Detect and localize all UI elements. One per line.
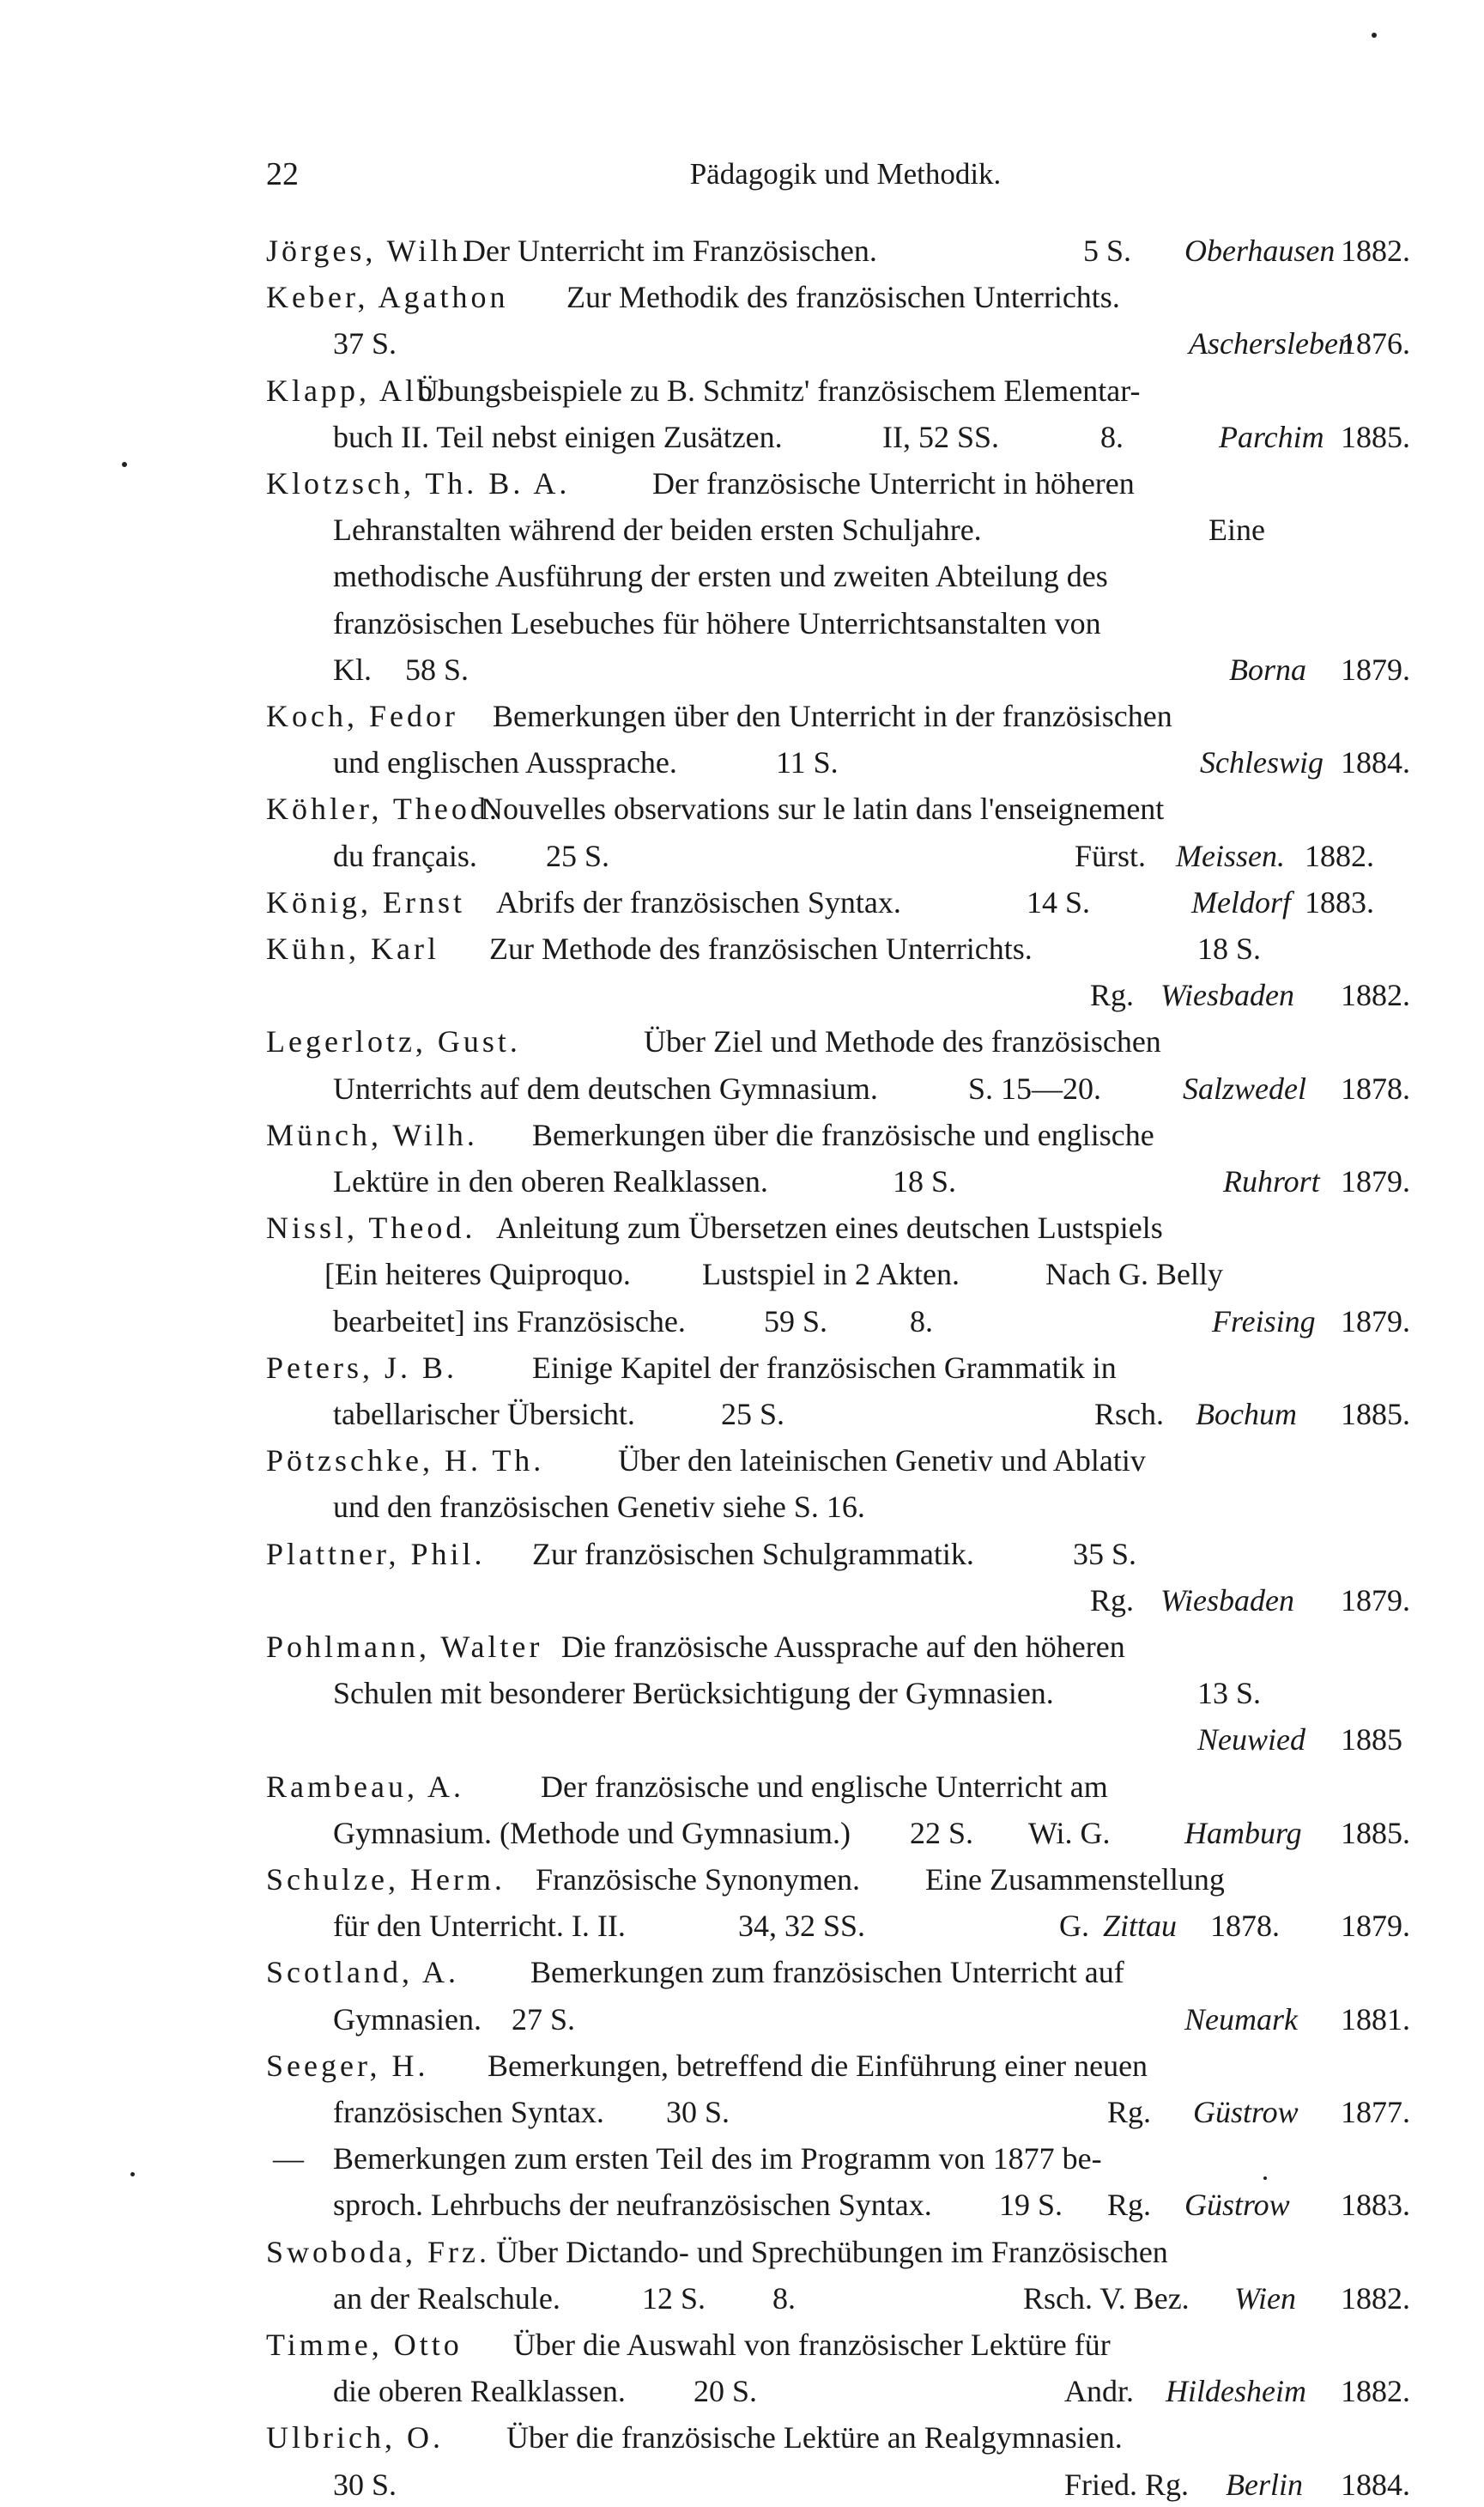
publication-place: Ruhrort	[1223, 1164, 1320, 1199]
entry-text: 1876.	[1341, 326, 1410, 361]
entry-text: 1882.	[1341, 2280, 1410, 2316]
author-name: Seeger, H.	[266, 2048, 429, 2083]
entry-text: 1879.	[1341, 1164, 1410, 1199]
entry-text: Bemerkungen zum französischen Unterricht auf	[530, 1955, 1124, 1990]
publication-place: Wiesbaden	[1160, 978, 1294, 1013]
entry-text: für den Unterricht. I. II.	[333, 1909, 626, 1944]
publication-place: Hildesheim	[1166, 2374, 1306, 2409]
entry-text: 8.	[1100, 419, 1124, 454]
entry-text: 35 S.	[1073, 1536, 1137, 1571]
publication-place: Aschersleben	[1189, 326, 1354, 361]
entry-text: 1878.	[1341, 1071, 1410, 1106]
author-name: Rambeau, A.	[266, 1769, 464, 1804]
entry-text: Gymnasium. (Methode und Gymnasium.)	[333, 1815, 851, 1850]
entry-text: französischen Syntax.	[333, 2095, 604, 2129]
entry-text: Über die französische Lektüre an Realgymnasien.	[506, 2420, 1123, 2455]
entry-text: Wi. G.	[1028, 1815, 1111, 1850]
entry-text: 1879.	[1341, 652, 1410, 687]
publication-place: Borna	[1229, 652, 1306, 687]
entry-text: Übungsbeispiele zu B. Schmitz' französischem Elementar-	[416, 373, 1141, 408]
entry-text: 1885.	[1341, 1397, 1410, 1431]
author-name: Kühn, Karl	[266, 932, 439, 966]
entry-text: 58 S.	[405, 652, 469, 687]
publication-place: Wiesbaden	[1160, 1582, 1294, 1618]
entry-text: Rsch. V. Bez.	[1023, 2280, 1190, 2316]
entry-text: 1878.	[1210, 1909, 1280, 1944]
entry-text: Lehranstalten während der beiden ersten Schuljahre.	[333, 513, 982, 548]
entry-text: 22 S.	[910, 1815, 974, 1850]
entry-text: 1884.	[1341, 745, 1410, 780]
entry-text: 30 S.	[666, 2095, 730, 2129]
entry-text: Über Ziel und Methode des französischen	[644, 1024, 1161, 1059]
publication-place: Oberhausen	[1184, 234, 1336, 268]
entry-text: 8.	[772, 2280, 796, 2316]
entry-text: Einige Kapitel der französischen Grammatik in	[532, 1350, 1117, 1385]
publication-place: Parchim	[1219, 419, 1324, 454]
entry-text: Der französische und englische Unterricht am	[541, 1769, 1108, 1804]
entry-text: 8.	[910, 1303, 933, 1338]
entry-text: 1884.	[1341, 2467, 1410, 2502]
publication-place: Wien	[1234, 2280, 1296, 2316]
author-name: Schulze, Herm.	[266, 1862, 506, 1897]
entry-text: Rg.	[1090, 978, 1135, 1013]
entry-text: Kl.	[333, 652, 372, 687]
entry-text: du français.	[333, 838, 477, 873]
entry-text: Schulen mit besonderer Berücksichtigung der Gymnasien.	[333, 1676, 1054, 1711]
entry-text: Bemerkungen zum ersten Teil des im Programm von 1877 be-	[333, 2141, 1102, 2176]
entry-text: Lustspiel in 2 Akten.	[702, 1257, 960, 1292]
publication-place: Freising	[1212, 1303, 1316, 1338]
paper-speck	[130, 2172, 135, 2176]
entry-text: bearbeitet] ins Französische.	[333, 1303, 686, 1338]
entry-text: 25 S.	[721, 1397, 785, 1431]
entry-text: 19 S.	[999, 2188, 1063, 2223]
entry-text: 20 S.	[694, 2374, 758, 2409]
publication-place: Berlin	[1226, 2467, 1303, 2502]
author-name: Keber, Agathon	[266, 280, 509, 315]
author-name: Koch, Fedor	[266, 699, 458, 733]
entry-text: 13 S.	[1197, 1676, 1262, 1711]
entry-text: Der Unterricht im Französischen.	[463, 234, 877, 268]
entry-text: und englischen Aussprache.	[333, 745, 677, 780]
entry-text: 1885.	[1341, 419, 1410, 454]
entry-text: 1877.	[1341, 2095, 1410, 2129]
entry-text: Die französische Aussprache auf den höheren	[561, 1630, 1125, 1664]
publication-place: Hamburg	[1184, 1815, 1302, 1850]
publication-place: Bochum	[1196, 1397, 1297, 1431]
entry-text: Bemerkungen über den Unterricht in der französischen	[493, 699, 1172, 733]
entry-text: 27 S.	[512, 2001, 576, 2037]
author-name: Pohlmann, Walter	[266, 1630, 543, 1664]
running-head	[266, 153, 1425, 204]
entry-text: Über Dictando- und Sprechübungen im Französischen	[496, 2234, 1168, 2269]
publication-place: Meissen.	[1176, 838, 1285, 873]
entry-text: Über die Auswahl von französischer Lektüre für	[513, 2328, 1111, 2362]
entry-text: 59 S.	[764, 1303, 828, 1338]
author-name: Scotland, A.	[266, 1955, 459, 1990]
entry-text: 1885.	[1341, 1815, 1410, 1850]
publication-place: Schleswig	[1200, 745, 1323, 780]
entry-text: 1882.	[1341, 978, 1410, 1013]
entry-text: Über den lateinischen Genetiv und Ablativ	[618, 1443, 1146, 1478]
publication-place: Neumark	[1184, 2001, 1298, 2037]
publication-place: Meldorf	[1191, 884, 1291, 920]
entry-text: Anleitung zum Übersetzen eines deutschen Lustspiels	[496, 1211, 1163, 1246]
entry-text: Zur Methodik des französischen Unterrichts.	[566, 280, 1120, 315]
entry-text: 1879.	[1341, 1303, 1410, 1338]
entry-text: Zur französischen Schulgrammatik.	[532, 1536, 974, 1571]
entry-text: Lektüre in den oberen Realklassen.	[333, 1164, 768, 1199]
entry-text: 37 S.	[333, 326, 397, 361]
author-name: Nissl, Theod.	[266, 1211, 476, 1246]
publication-place: Neuwied	[1197, 1722, 1305, 1757]
entry-text: 18 S.	[1197, 932, 1262, 966]
entry-text: 1881.	[1341, 2001, 1410, 2037]
entry-text: Eine Zusammenstellung	[925, 1862, 1225, 1897]
page-title: Pädagogik und Methodik.	[689, 157, 1002, 191]
entry-text: 1885	[1341, 1722, 1402, 1757]
entry-text: Rg.	[1107, 2188, 1152, 2223]
entry-text: tabellarischer Übersicht.	[333, 1397, 635, 1431]
publication-place: Güstrow	[1193, 2095, 1299, 2129]
entry-text: methodische Ausführung der ersten und zweiten Abteilung des	[333, 559, 1108, 594]
entry-text: II, 52 SS.	[882, 419, 1000, 454]
entry-text: 1882.	[1305, 838, 1374, 873]
entry-text: buch II. Teil nebst einigen Zusätzen.	[333, 419, 783, 454]
paper-speck	[122, 462, 127, 467]
entry-text: Nach G. Belly	[1045, 1257, 1223, 1292]
entry-text: 30 S.	[333, 2467, 397, 2502]
author-name: Pötzschke, H. Th.	[266, 1443, 545, 1478]
entry-text: an der Realschule.	[333, 2280, 560, 2316]
entry-text: Französische Synonymen.	[536, 1862, 860, 1897]
entry-text: Rg.	[1107, 2095, 1152, 2129]
entry-text: 25 S.	[546, 838, 610, 873]
author-name: Klotzsch, Th. B. A.	[266, 466, 571, 501]
entry-text: Fürst.	[1075, 838, 1147, 873]
entry-text: Abrifs der französischen Syntax.	[496, 884, 901, 920]
entry-text: 11 S.	[776, 745, 839, 780]
entry-text: [Ein heiteres Quiproquo.	[324, 1257, 631, 1292]
author-name: Ulbrich, O.	[266, 2420, 444, 2455]
author-name: Timme, Otto	[266, 2328, 463, 2362]
entry-text: sproch. Lehrbuchs der neufranzösischen Syntax.	[333, 2188, 932, 2223]
author-name: Jörges, Wilh.	[266, 234, 473, 268]
entry-text: Unterrichts auf dem deutschen Gymnasium.	[333, 1071, 878, 1106]
entry-text: 5 S.	[1083, 234, 1132, 268]
entry-text: 14 S.	[1027, 884, 1091, 920]
entry-text: 1883.	[1305, 884, 1374, 920]
entry-text: Andr.	[1064, 2374, 1134, 2409]
entry-text: G.	[1059, 1909, 1089, 1944]
author-name: König, Ernst	[266, 884, 465, 920]
paper-speck	[1372, 33, 1377, 38]
publication-place: Salzwedel	[1183, 1071, 1306, 1106]
paper-speck	[1263, 2176, 1267, 2180]
page-number: 22	[266, 156, 299, 192]
author-name: Peters, J. B.	[266, 1350, 457, 1385]
entry-text: Zur Methode des französischen Unterrichts.	[489, 932, 1033, 966]
entry-text: 1883.	[1341, 2188, 1410, 2223]
entry-text: Nouvelles observations sur le latin dans l'enseignement	[481, 792, 1165, 827]
entry-text: 34, 32 SS.	[738, 1909, 866, 1944]
entry-text: Fried. Rg.	[1064, 2467, 1190, 2502]
entry-text: Gymnasien.	[333, 2001, 482, 2037]
entry-text: 1879.	[1341, 1909, 1410, 1944]
entry-text: Bemerkungen, betreffend die Einführung einer neuen	[488, 2048, 1148, 2083]
entry-text: 12 S.	[642, 2280, 706, 2316]
author-name: Klapp, Alb.	[266, 373, 447, 408]
entry-text: Bemerkungen über die französische und englische	[532, 1117, 1154, 1152]
entry-text: französischen Lesebuches für höhere Unterrichtsanstalten von	[333, 605, 1101, 640]
entry-text: Der französische Unterricht in höheren	[652, 466, 1135, 501]
entry-text: und den französischen Genetiv siehe S. 16.	[333, 1490, 865, 1525]
entry-text: —	[273, 2141, 304, 2176]
author-name: Plattner, Phil.	[266, 1536, 486, 1571]
entry-text: 1879.	[1341, 1582, 1410, 1618]
entry-text: 1882.	[1341, 2374, 1410, 2409]
entry-text: Eine	[1208, 513, 1265, 548]
author-name: Köhler, Theod.	[266, 792, 500, 827]
author-name: Münch, Wilh.	[266, 1117, 478, 1152]
author-name: Swoboda, Frz.	[266, 2234, 490, 2269]
author-name: Legerlotz, Gust.	[266, 1024, 521, 1059]
entry-text: die oberen Realklassen.	[333, 2374, 626, 2409]
publication-place: Güstrow	[1184, 2188, 1290, 2223]
entry-text: 1882.	[1341, 234, 1410, 268]
entry-text: Rg.	[1090, 1582, 1135, 1618]
entry-text: S. 15—20.	[968, 1071, 1102, 1106]
entry-text: Rsch.	[1094, 1397, 1164, 1431]
entry-text: 18 S.	[893, 1164, 957, 1199]
publication-place: Zittau	[1103, 1909, 1178, 1944]
